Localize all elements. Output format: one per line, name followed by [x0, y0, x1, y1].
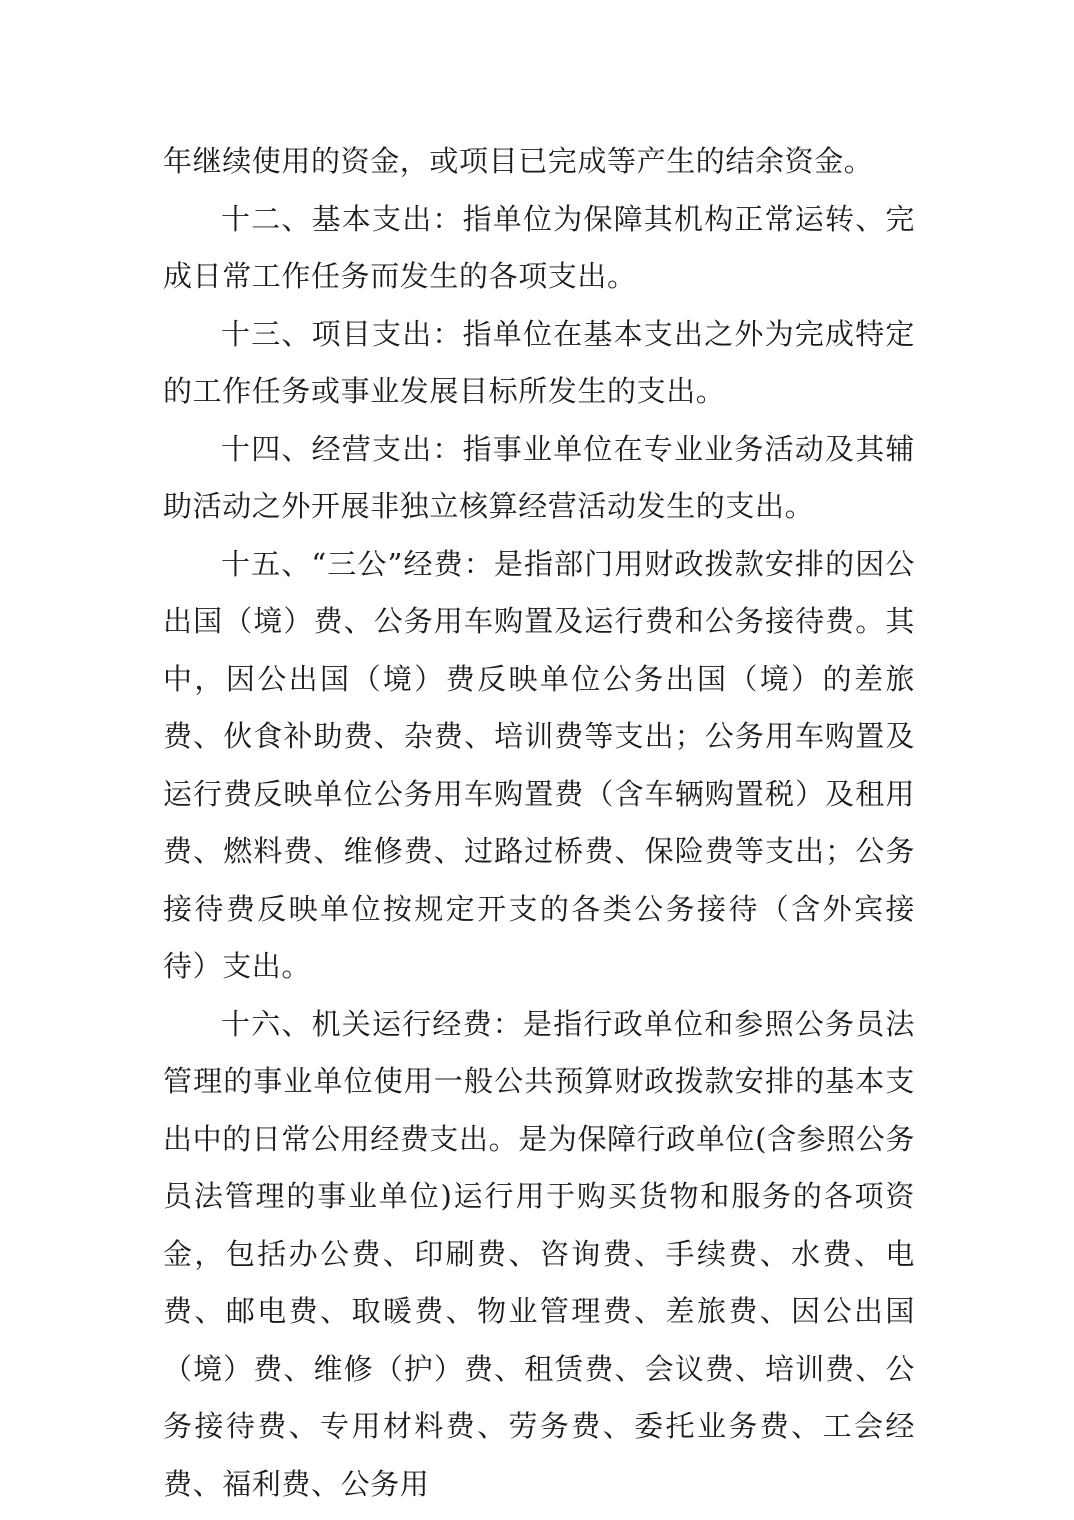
- paragraph-agency-operating-funds: 十六、机关运行经费：是指行政单位和参照公务员法管理的事业单位使用一般公共预算财政拨款安排的基本支出中的日常公用经费支出。是为保障行政单位(含参照公务员法管理的事业单位)运行用于购买货物和服务的各项资金，包括办公费、印刷费、咨询费、手续费、水费、电费、邮电费、取暖费、物业管理费、差旅费、因公出国（境）费、维修（护）费、租赁费、会议费、培训费、公务接待费、专用材料费、劳务费、委托业务费、工会经费、福利费、公务用: [163, 1006, 915, 1501]
- paragraph-three-public-expenses: 十五、“三公”经费：是指部门用财政拨款安排的因公出国（境）费、公务用车购置及运行费和公务接待费。其中，因公出国（境）费反映单位公务出国（境）的差旅费、伙食补助费、杂费、培训费等支出；公务用车购置及运行费反映单位公务用车购置费（含车辆购置税）及租用费、燃料费、维修费、过路过桥费、保险费等支出；公务接待费反映单位按规定开支的各类公务接待（含外宾接待）支出。: [163, 546, 915, 983]
- paragraph-basic-expenditure: 十二、基本支出：指单位为保障其机构正常运转、完成日常工作任务而发生的各项支出。: [163, 201, 915, 293]
- paragraph-continuation: 年继续使用的资金，或项目已完成等产生的结余资金。: [163, 144, 874, 178]
- document-body: [163, 133, 915, 1513]
- paragraph-project-expenditure: 十三、项目支出：指单位在基本支出之外为完成特定的工作任务或事业发展目标所发生的支出。: [163, 316, 915, 408]
- paragraph-operating-expenditure: 十四、经营支出：指事业单位在专业业务活动及其辅助活动之外开展非独立核算经营活动发生的支出。: [163, 431, 915, 523]
